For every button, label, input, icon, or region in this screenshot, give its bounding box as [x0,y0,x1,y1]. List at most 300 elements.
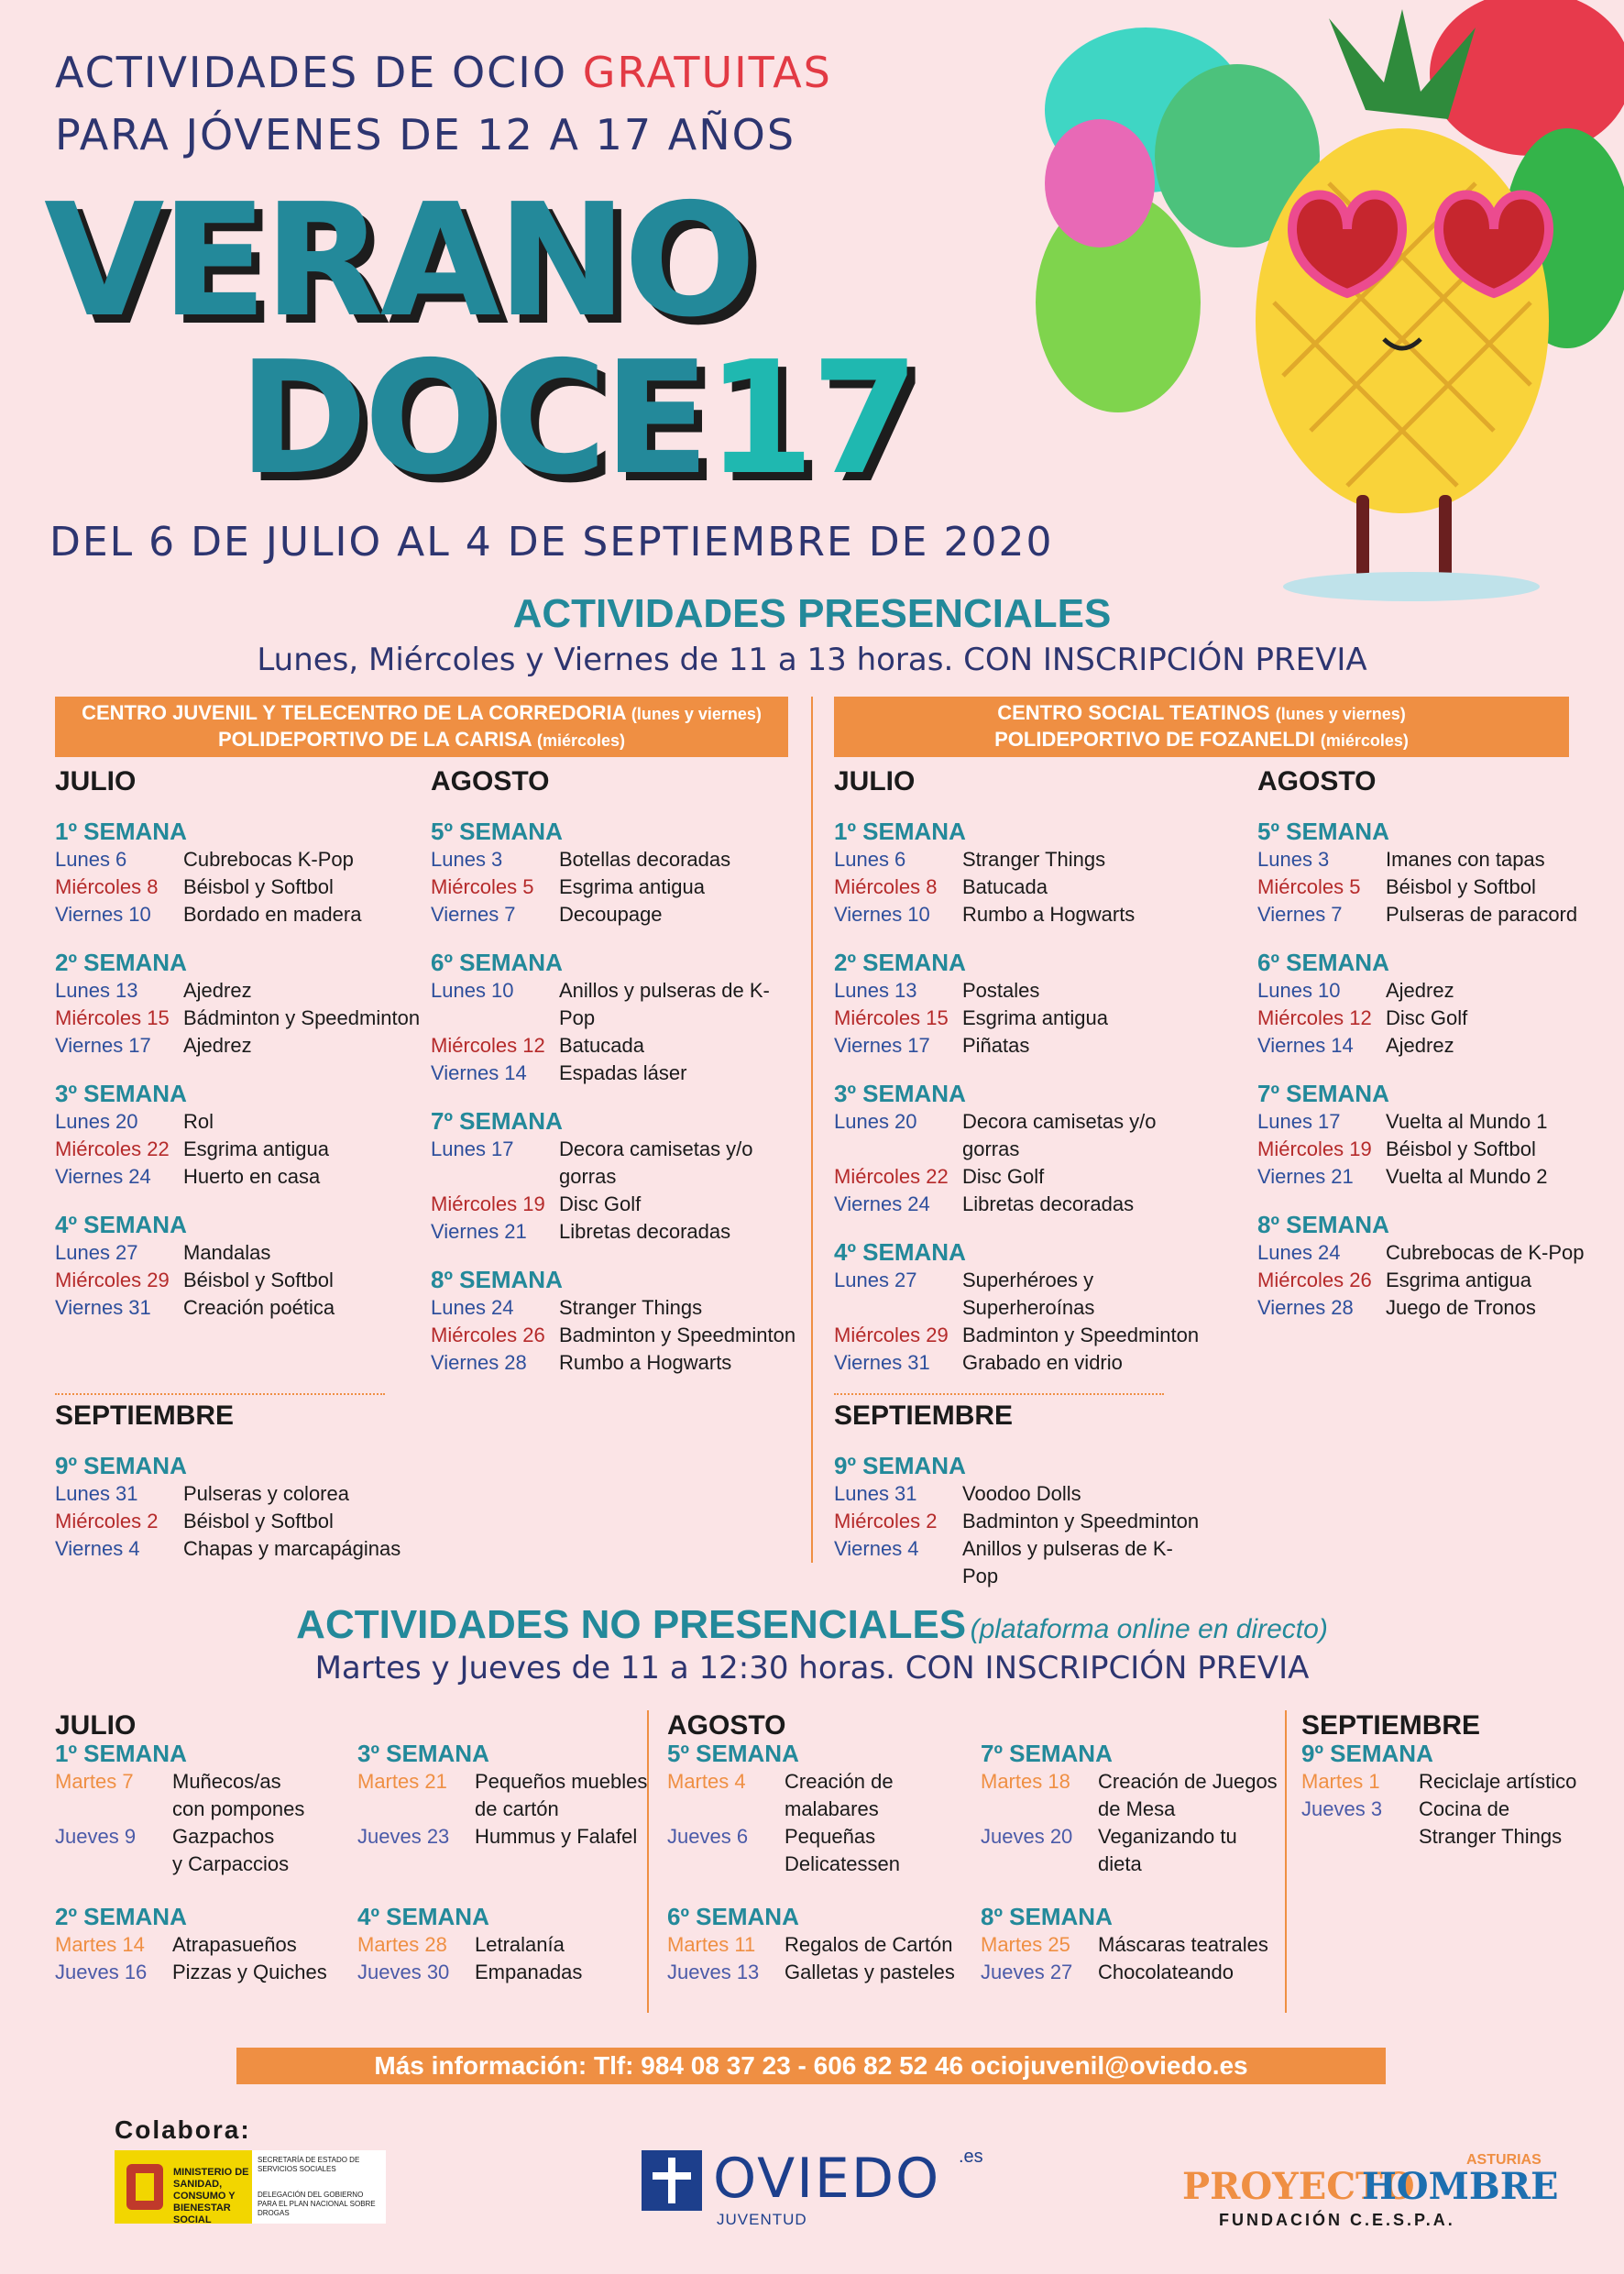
activity-day: Viernes 24 [55,1165,151,1188]
np-month-septiembre: SEPTIEMBRE [1301,1710,1481,1741]
activity-day: Jueves 13 [667,1961,760,1983]
np-week-block [667,1903,970,1986]
activity-row [55,901,422,928]
activity-name: Pulseras y colorea [183,1482,349,1505]
oviedo-text: OVIEDO [713,2147,941,2211]
activity-name: Juego de Tronos [1386,1296,1536,1319]
activity-row [1301,1823,1604,1851]
activity-row [1257,1108,1624,1136]
activity-name: Rol [183,1110,214,1133]
activity-row [55,846,422,873]
month-heading: JULIO [55,766,137,796]
activity-row [55,1959,357,1986]
activity-day: Lunes 27 [55,1241,138,1264]
activity-name: Béisbol y Softbol [183,875,334,898]
week-title: 1º SEMANA [55,818,187,845]
activity-name: Huerto en casa [183,1165,321,1188]
week-title: 3º SEMANA [834,1080,966,1107]
activity-name: y Carpaccios [172,1852,290,1875]
more-info-bar: Más información: Tlf: 984 08 37 23 - 606 82 52 46 ociojuvenil@oviedo.es [236,2048,1386,2084]
activity-row [834,1508,1201,1535]
week-title: 6º SEMANA [1257,949,1389,976]
week-title: 9º SEMANA [1301,1740,1433,1767]
activity-row [981,1959,1283,1986]
activity-name: Decoupage [559,903,663,926]
no-presenciales-title: ACTIVIDADES NO PRESENCIALES [296,1602,967,1647]
colabora-label: Colabora: [115,2115,251,2144]
month-heading: SEPTIEMBRE [834,1401,1014,1431]
activity-row [357,1931,660,1959]
activity-row [55,1480,422,1508]
sept-divider-right [834,1393,1164,1395]
no-presenciales-subtitle: Martes y Jueves de 11 a 12:30 horas. CON INSCRIPCIÓN PREVIA [314,1650,1310,1686]
activity-row [55,1239,422,1267]
activity-row [834,873,1201,901]
activity-row [667,1851,970,1878]
activity-day: Lunes 20 [834,1110,917,1133]
activity-name: Botellas decoradas [559,848,731,871]
activity-day: Miércoles 15 [55,1006,170,1029]
np-month-agosto: AGOSTO [667,1710,786,1741]
activity-name: Batucada [559,1034,644,1057]
oviedo-cross-icon [642,2150,702,2211]
activity-row [1257,1032,1624,1060]
activity-day [667,1796,785,1823]
activity-name: Muñecos/as [172,1770,281,1793]
activity-day: Lunes 10 [1257,979,1341,1002]
activity-name: Pizzas y Quiches [172,1961,327,1983]
fundacion-text: FUNDACIÓN C.E.S.P.A. [1219,2211,1455,2229]
activity-day: Lunes 10 [431,979,514,1002]
activity-row [834,846,1201,873]
week-title: 1º SEMANA [834,818,966,845]
activity-day: Viernes 24 [834,1192,930,1215]
activity-day: Viernes 4 [55,1537,140,1560]
activity-row [55,1768,357,1796]
activity-row [1257,1267,1624,1294]
activity-day: Martes 11 [667,1933,756,1956]
activity-day: Viernes 21 [1257,1165,1354,1188]
activity-name: Voodoo Dolls [962,1482,1081,1505]
no-presenciales-note: (plataforma online en directo) [970,1614,1328,1644]
activity-name: Piñatas [962,1034,1030,1057]
activity-row [431,977,797,1032]
week-title: 2º SEMANA [55,949,187,976]
activity-row [431,1060,797,1087]
activity-day: Miércoles 19 [1257,1137,1372,1160]
activity-day: Martes 4 [667,1770,746,1793]
activity-name: Pequeñas [785,1825,876,1848]
left-bar-line-2: POLIDEPORTIVO DE LA CARISA (miércoles) [217,728,625,751]
activity-name: Ajedrez [1386,979,1454,1002]
activity-name: Grabado en vidrio [962,1351,1123,1374]
activity-name: de Mesa [1098,1797,1176,1820]
activity-day: Lunes 31 [55,1482,138,1505]
activity-row [834,1032,1201,1060]
activity-row [981,1823,1283,1878]
np-week-block [55,1903,357,1986]
activity-day: Miércoles 22 [834,1165,949,1188]
activity-day: Viernes 10 [834,903,930,926]
activity-name: Béisbol y Softbol [1386,1137,1536,1160]
activity-row [834,1191,1201,1218]
activity-name: Disc Golf [962,1165,1045,1188]
proyecto-text: PROYECTO [1182,2165,1415,2208]
activity-row [55,977,422,1005]
pineapple-leg [1439,495,1452,577]
activity-row [431,846,797,873]
activity-day: Jueves 30 [357,1961,450,1983]
activity-day: Miércoles 8 [834,875,938,898]
header-line-1-text: ACTIVIDADES DE OCIO [55,48,583,97]
activity-name: Batucada [962,875,1048,898]
activity-day: Viernes 14 [1257,1034,1354,1057]
activity-day: Miércoles 29 [55,1269,170,1291]
activity-row [834,1108,1201,1163]
activity-day: Miércoles 12 [1257,1006,1372,1029]
activity-name: Cocina de [1419,1797,1510,1820]
activity-day: Viernes 10 [55,903,151,926]
activity-day: Lunes 27 [834,1269,917,1291]
activity-day: Martes 25 [981,1933,1070,1956]
activity-day: Viernes 31 [55,1296,151,1319]
activity-name: Badminton y Speedminton [962,1510,1200,1532]
activity-day: Lunes 17 [431,1137,514,1160]
activity-name: Creación poética [183,1296,335,1319]
activity-row [834,1005,1201,1032]
activity-row [981,1931,1283,1959]
ministerio-logo-yellow [115,2150,252,2224]
activity-name: Creación de Juegos [1098,1770,1278,1793]
activity-day: Lunes 6 [55,848,127,871]
activity-name: Stranger Things [962,848,1106,871]
activity-row [431,1322,797,1349]
header-line-1 [55,48,832,97]
activity-day: Lunes 13 [55,979,138,1002]
activity-name: Libretas decoradas [559,1220,731,1243]
activity-day: Martes 18 [981,1770,1070,1793]
np-week-block [981,1903,1283,1986]
activity-name: Esgrima antigua [559,875,705,898]
activity-name: Béisbol y Softbol [1386,875,1536,898]
activity-row [667,1823,970,1851]
activity-name: Badminton y Speedminton [559,1324,796,1346]
activity-day: Viernes 7 [1257,903,1343,926]
activity-row [981,1768,1283,1796]
activity-day: Miércoles 19 [431,1192,545,1215]
activity-name: Chapas y marcapáginas [183,1537,401,1560]
center-divider [811,697,813,1563]
activity-day: Martes 28 [357,1933,447,1956]
week-title: 3º SEMANA [55,1080,187,1107]
activity-name: Ajedrez [183,1034,252,1057]
activity-day [667,1851,785,1878]
activity-day: Jueves 16 [55,1961,148,1983]
activity-name: Pequeños muebles [475,1770,648,1793]
activity-row [834,1349,1201,1377]
activity-row [55,1851,357,1878]
activity-day: Viernes 14 [431,1061,527,1084]
activity-row [55,1823,357,1851]
activity-name: con pompones [172,1797,305,1820]
activity-day: Jueves 9 [55,1825,137,1848]
activity-day [981,1796,1098,1823]
activity-row [1301,1768,1604,1796]
title-verano: VERANO [44,170,752,352]
activity-row [55,1796,357,1823]
np-week-block [981,1740,1283,1878]
right-bar-line-2: POLIDEPORTIVO DE FOZANELDI (miércoles) [994,728,1409,751]
month-heading: JULIO [834,766,916,796]
activity-row [834,901,1201,928]
week-title: 5º SEMANA [431,818,563,845]
activity-row [357,1823,660,1851]
week-title: 5º SEMANA [1257,818,1389,845]
activity-row [431,1294,797,1322]
activity-day [55,1796,172,1823]
pineapple-leg [1356,495,1369,577]
schedule-column [431,766,797,1377]
week-title: 5º SEMANA [667,1740,799,1767]
activity-name: Mandalas [183,1241,271,1264]
activity-day: Lunes 17 [1257,1110,1341,1133]
coat-of-arms-icon [122,2159,168,2214]
activity-row [55,1508,422,1535]
week-title: 2º SEMANA [55,1903,187,1930]
activity-name: Imanes con tapas [1386,848,1545,871]
activity-day: Lunes 3 [431,848,503,871]
activity-day: Martes 21 [357,1770,447,1793]
activity-row [1257,1163,1624,1191]
left-centers-bar [55,697,788,757]
activity-name: Cubrebocas de K-Pop [1386,1241,1585,1264]
header-line-2: PARA JÓVENES DE 12 A 17 AÑOS [55,110,796,159]
activity-row [431,1218,797,1246]
activity-day: Viernes 17 [834,1034,930,1057]
activity-name: Decora camisetas y/o gorras [962,1110,1157,1160]
activity-row [357,1796,660,1823]
activity-day: Viernes 4 [834,1537,919,1560]
np-week-block [1301,1740,1604,1851]
juventud-text: JUVENTUD [717,2211,807,2228]
activity-day: Miércoles 22 [55,1137,170,1160]
header-gratuitas: GRATUITAS [582,48,832,97]
title-doce: DOCE [238,328,707,510]
activity-name: Atrapasueños [172,1933,297,1956]
activity-day [357,1796,475,1823]
activity-name: Anillos y pulseras de K-Pop [962,1537,1173,1587]
presenciales-title: ACTIVIDADES PRESENCIALES [512,591,1112,636]
activity-row [431,873,797,901]
title-17: 17 [706,328,916,510]
activity-row [834,1480,1201,1508]
activity-day: Martes 14 [55,1933,145,1956]
activity-name: Ajedrez [1386,1034,1454,1057]
activity-day: Miércoles 29 [834,1324,949,1346]
activity-name: Espadas láser [559,1061,687,1084]
activity-row [1257,846,1624,873]
activity-name: Bordado en madera [183,903,362,926]
activity-row [667,1959,970,1986]
activity-name: Bádminton y Speedminton [183,1006,421,1029]
activity-row [1257,977,1624,1005]
week-title: 9º SEMANA [55,1452,187,1479]
activity-day: Jueves 27 [981,1961,1073,1983]
activity-name: Béisbol y Softbol [183,1269,334,1291]
activity-name: Béisbol y Softbol [183,1510,334,1532]
activity-row [55,1005,422,1032]
activity-day: Miércoles 2 [55,1510,159,1532]
activity-row [1301,1796,1604,1823]
activity-row [1257,1294,1624,1322]
delegacion-text: DELEGACIÓN DEL GOBIERNO PARA EL PLAN NACIONAL SOBRE DROGAS [258,2191,376,2217]
activity-day: Miércoles 26 [431,1324,545,1346]
activity-name: Rumbo a Hogwarts [962,903,1136,926]
week-title: 6º SEMANA [667,1903,799,1930]
activity-name: de cartón [475,1797,559,1820]
week-title: 2º SEMANA [834,949,966,976]
activity-day: Lunes 6 [834,848,906,871]
activity-day: Jueves 23 [357,1825,450,1848]
week-title: 7º SEMANA [1257,1080,1389,1107]
activity-row [55,1108,422,1136]
week-title: 8º SEMANA [1257,1211,1389,1238]
np-month-julio: JULIO [55,1710,137,1741]
activity-name: Stranger Things [559,1296,703,1319]
activity-day: Lunes 24 [431,1296,514,1319]
activity-day: Lunes 31 [834,1482,917,1505]
activity-name: Libretas decoradas [962,1192,1135,1215]
pineapple-illustration [1017,0,1624,605]
activity-name: Decora camisetas y/o gorras [559,1137,753,1188]
activity-row [431,1349,797,1377]
activity-row [55,1136,422,1163]
activity-name: Esgrima antigua [962,1006,1108,1029]
activity-row [834,1163,1201,1191]
right-centers-bar [834,697,1569,757]
activity-name: Esgrima antigua [1386,1269,1531,1291]
right-bar-line-1: CENTRO SOCIAL TEATINOS (lunes y viernes) [997,701,1406,724]
activity-day: Lunes 3 [1257,848,1330,871]
secretaria-text: SECRETARÍA DE ESTADO DE SERVICIOS SOCIALES [258,2156,360,2173]
week-title: 4º SEMANA [55,1211,187,1238]
activity-row [55,1294,422,1322]
activity-row [357,1768,660,1796]
activity-day [1301,1823,1419,1851]
sept-divider-left [55,1393,385,1395]
ministerio-logo [115,2150,386,2224]
activity-day: Lunes 20 [55,1110,138,1133]
activity-name: Pulseras de paracord [1386,903,1578,926]
activity-row [55,1535,422,1563]
week-title: 4º SEMANA [834,1238,966,1266]
activity-day: Viernes 28 [1257,1296,1354,1319]
activity-day: Viernes 17 [55,1034,151,1057]
september-column [55,1401,422,1563]
activity-name: Máscaras teatrales [1098,1933,1268,1956]
proyecto-hombre-logo [1182,2147,1559,2238]
activity-name: Stranger Things [1419,1825,1563,1848]
date-range: DEL 6 DE JULIO AL 4 DE SEPTIEMBRE DE 2020 [49,519,1054,566]
activity-name: Chocolateando [1098,1961,1234,1983]
hombre-text: HOMBRE [1362,2165,1559,2208]
week-title: 4º SEMANA [357,1903,489,1930]
week-title: 6º SEMANA [431,949,563,976]
activity-name: Creación de [785,1770,894,1793]
activity-row [55,1931,357,1959]
activity-name: Hummus y Falafel [475,1825,638,1848]
activity-row [1257,1005,1624,1032]
activity-row [357,1959,660,1986]
activity-row [55,1267,422,1294]
activity-day: Viernes 28 [431,1351,527,1374]
activity-name: malabares [785,1797,879,1820]
week-title: 3º SEMANA [357,1740,489,1767]
activity-name: Anillos y pulseras de K-Pop [559,979,770,1029]
pineapple-body [1256,128,1549,513]
activity-name: Letralanía [475,1933,565,1956]
activity-row [55,1032,422,1060]
activity-name: Vuelta al Mundo 1 [1386,1110,1548,1133]
presenciales-subtitle: Lunes, Miércoles y Viernes de 11 a 13 horas. CON INSCRIPCIÓN PREVIA [257,642,1367,678]
activity-row [834,1322,1201,1349]
activity-day: Viernes 7 [431,903,516,926]
month-heading: AGOSTO [431,766,550,796]
activity-row [1257,901,1624,928]
np-week-block [667,1740,970,1878]
activity-row [1257,1239,1624,1267]
no-presenciales-heading [0,1602,1624,1648]
activity-name: Regalos de Cartón [785,1933,953,1956]
activity-row [667,1796,970,1823]
week-title: 7º SEMANA [431,1107,563,1135]
activity-day: Martes 1 [1301,1770,1380,1793]
activity-day: Martes 7 [55,1770,134,1793]
activity-day: Miércoles 2 [834,1510,938,1532]
september-column [834,1401,1201,1590]
activity-row [55,1163,422,1191]
activity-day: Miércoles 12 [431,1034,545,1057]
schedule-column [834,766,1201,1377]
title-doce17 [238,328,916,510]
activity-row [667,1768,970,1796]
week-title: 8º SEMANA [431,1266,563,1293]
activity-name: Postales [962,979,1040,1002]
activity-day: Viernes 21 [431,1220,527,1243]
activity-name: Gazpachos [172,1825,275,1848]
activity-row [834,1267,1201,1322]
activity-name: Veganizando tu dieta [1098,1825,1237,1875]
leaf-shape [1045,119,1155,247]
activity-name: Disc Golf [559,1192,642,1215]
schedule-column [55,766,422,1322]
np-week-block [357,1740,660,1851]
activity-row [431,901,797,928]
activity-row [834,1535,1201,1590]
activity-day: Jueves 6 [667,1825,749,1848]
activity-day: Miércoles 26 [1257,1269,1372,1291]
np-divider-2 [1285,1710,1287,2013]
activity-name: Superhéroes y Superheroínas [962,1269,1095,1319]
activity-day: Miércoles 8 [55,875,159,898]
left-bar-line-1: CENTRO JUVENIL Y TELECENTRO DE LA CORREDORIA (lunes y viernes) [82,701,762,724]
activity-day: Viernes 31 [834,1351,930,1374]
asturias-text: ASTURIAS [1466,2152,1542,2168]
week-title: 8º SEMANA [981,1903,1113,1930]
schedule-column [1257,766,1624,1322]
activity-name: Ajedrez [183,979,252,1002]
activity-day [55,1851,172,1878]
